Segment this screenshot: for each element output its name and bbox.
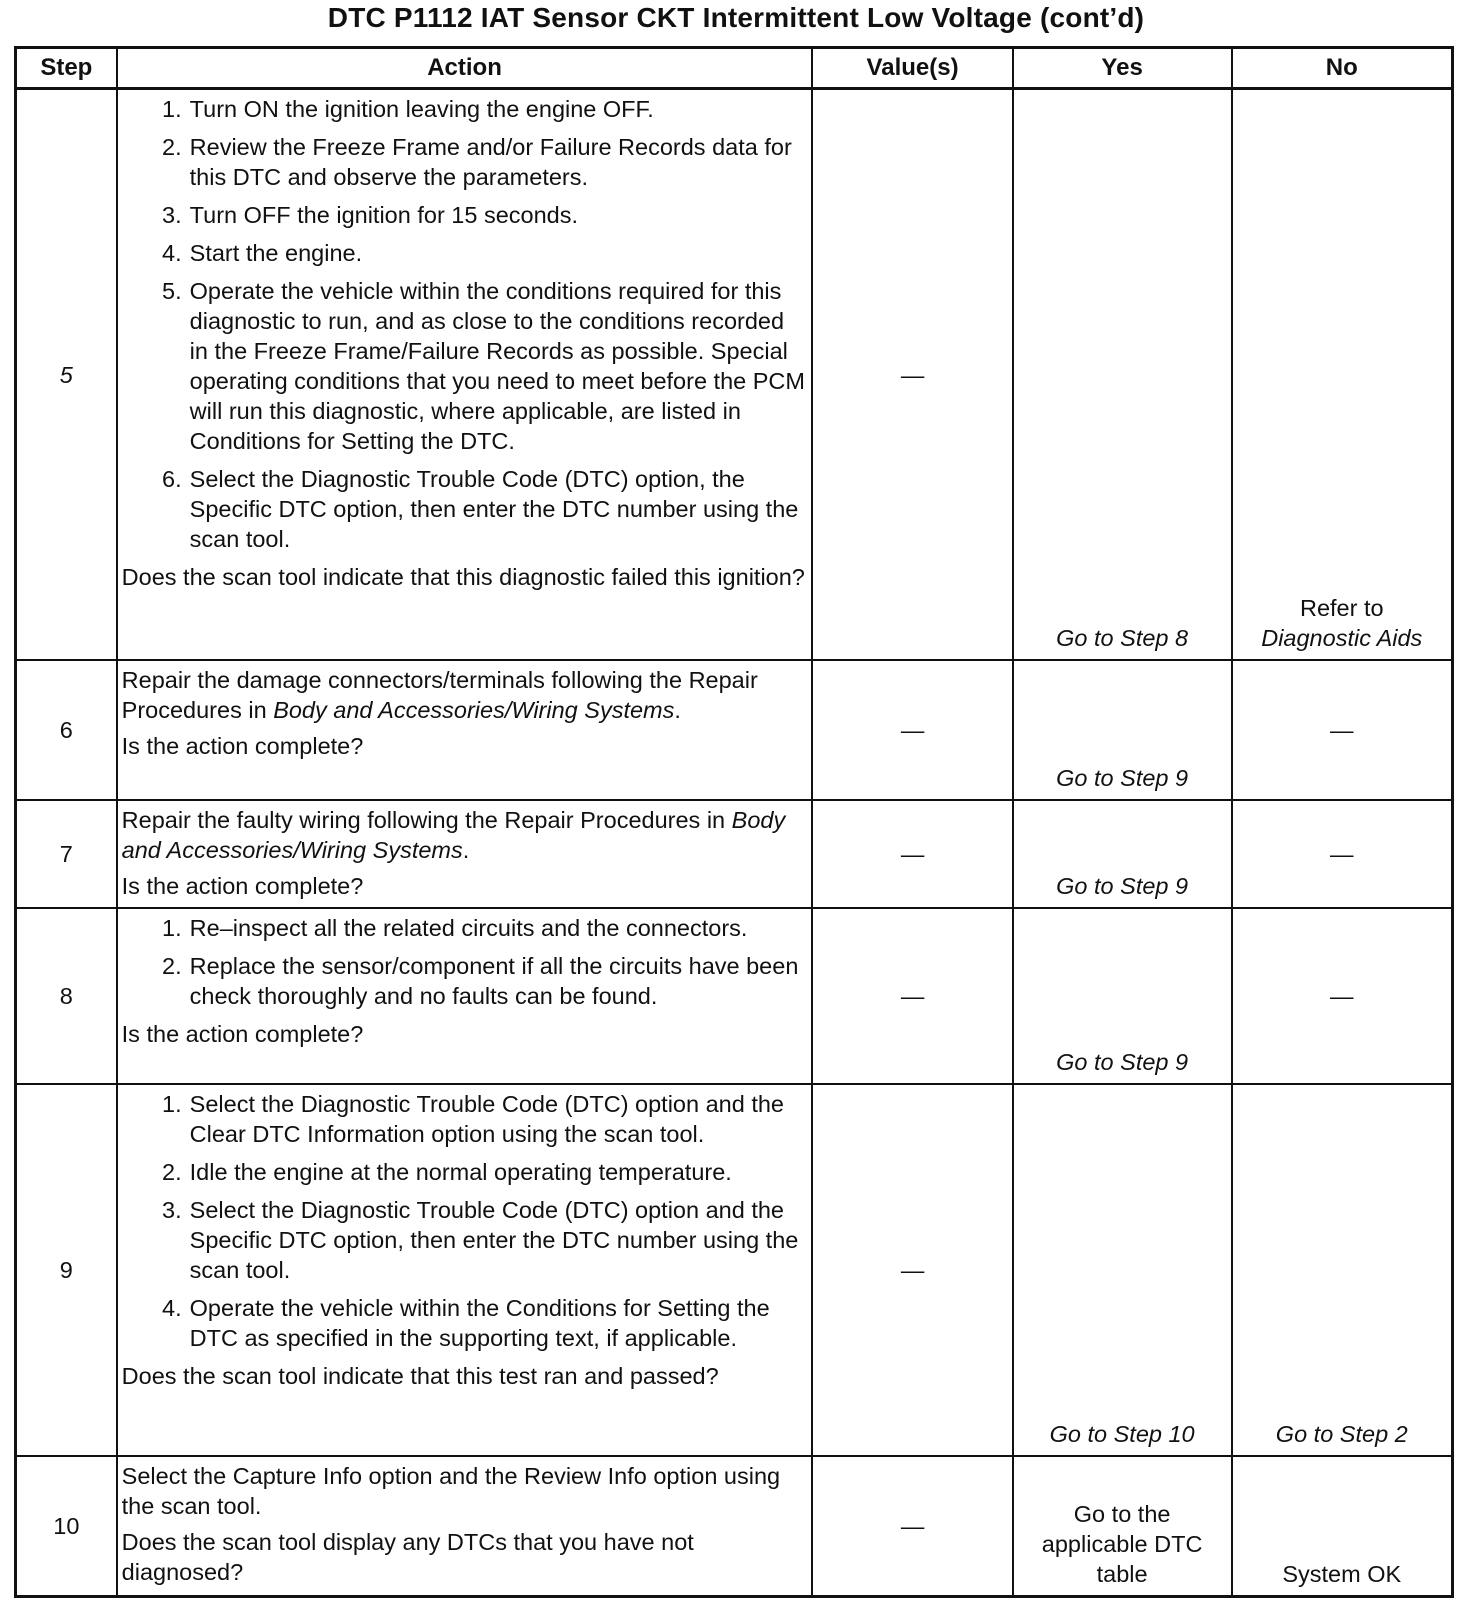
action-cell <box>117 1456 813 1597</box>
step-number: 9 <box>16 1084 117 1456</box>
no-cell: — <box>1232 908 1453 1084</box>
action-step: 2. Review the Freeze Frame and/or Failure Records data for this DTC and observe the parameters. <box>162 134 792 190</box>
action-cell <box>117 89 813 661</box>
column-header-action: Action <box>117 48 813 89</box>
yes-cell: Go to Step 9 <box>1013 800 1232 908</box>
step-number: 6 <box>16 660 117 800</box>
action-question: Is the action complete? <box>121 1021 364 1048</box>
action-cell <box>117 660 813 800</box>
table-header-row <box>16 48 1453 89</box>
action-cell <box>117 1084 813 1456</box>
no-cell: Go to Step 2 <box>1232 1084 1453 1456</box>
action-cell <box>117 800 813 908</box>
table-row <box>16 1456 1453 1597</box>
action-question: Is the action complete? <box>121 873 364 900</box>
action-steps <box>122 94 806 554</box>
table-row <box>16 1084 1453 1456</box>
no-cell: — <box>1232 660 1453 800</box>
table-row <box>16 800 1453 908</box>
step-number: 7 <box>16 800 117 908</box>
action-cell <box>117 908 813 1084</box>
table-row <box>16 908 1453 1084</box>
table-row <box>16 89 1453 661</box>
action-step: 2. Replace the sensor/component if all the circuits have been check thoroughly and no faults can be found. <box>162 953 799 1010</box>
yes-cell: Go to Step 8 <box>1013 89 1232 661</box>
value-cell: — <box>812 800 1012 908</box>
action-step: 4. Operate the vehicle within the Conditions for Setting the DTC as specified in the supporting text, if applicable. <box>162 1294 770 1351</box>
action-text: Repair the faulty wiring following the Repair Procedures in Body and Accessories/Wiring Systems. <box>121 807 786 864</box>
yes-cell: Go to Step 10 <box>1013 1084 1232 1456</box>
value-cell: — <box>812 660 1012 800</box>
no-text-reference: Diagnostic Aids <box>1261 625 1423 652</box>
yes-text: applicable DTC <box>1041 1531 1203 1557</box>
action-step: 3. Turn OFF the ignition for 15 seconds. <box>162 202 579 228</box>
action-question: Does the scan tool display any DTCs that you have not diagnosed? <box>121 1528 694 1585</box>
action-step: 4. Start the engine. <box>162 240 363 266</box>
column-header-yes: Yes <box>1013 48 1232 89</box>
action-step: 1. Turn ON the ignition leaving the engine OFF. <box>162 96 654 122</box>
column-header-step: Step <box>16 48 117 89</box>
action-step: 2. Idle the engine at the normal operating temperature. <box>162 1158 732 1185</box>
table-row <box>16 660 1453 800</box>
step-number: 10 <box>16 1456 117 1597</box>
step-number: 5 <box>16 89 117 661</box>
value-cell: — <box>812 1084 1012 1456</box>
yes-text: Go to the <box>1073 1501 1171 1527</box>
action-question: Is the action complete? <box>121 733 364 760</box>
action-step: 1. Select the Diagnostic Trouble Code (DTC) option and the Clear DTC Information option using the scan tool. <box>162 1090 785 1147</box>
action-step: 3. Select the Diagnostic Trouble Code (DTC) option and the Specific DTC option, then enter the DTC number using the scan tool. <box>162 1196 799 1283</box>
no-cell: System OK <box>1232 1456 1453 1597</box>
yes-text: table <box>1096 1561 1148 1587</box>
action-steps <box>122 913 806 1011</box>
action-step: 5. Operate the vehicle within the conditions required for this diagnostic to run, and as close to the conditions recorded in the Freeze Frame/Failure Records as possible. Special operating conditions that you need to meet before the PCM will run this diagnostic, where applicable, are listed in Conditions for Setting the DTC. <box>162 278 805 454</box>
page-title: DTC P1112 IAT Sensor CKT Intermittent Low Voltage (cont’d) <box>327 2 1145 33</box>
action-step: 1. Re–inspect all the related circuits and the connectors. <box>162 915 748 942</box>
action-question: Does the scan tool indicate that this test ran and passed? <box>121 1362 719 1389</box>
action-text: Repair the damage connectors/terminals following the Repair Procedures in Body and Accessories/Wiring Systems. <box>121 667 758 724</box>
value-cell: — <box>812 908 1012 1084</box>
no-cell <box>1232 89 1453 661</box>
action-text: Select the Capture Info option and the Review Info option using the scan tool. <box>121 1462 781 1519</box>
no-cell: — <box>1232 800 1453 908</box>
no-text: Refer to <box>1299 595 1384 622</box>
action-step: 6. Select the Diagnostic Trouble Code (DTC) option, the Specific DTC option, then enter the DTC number using the scan tool. <box>162 466 799 552</box>
action-steps <box>122 1089 806 1353</box>
yes-cell <box>1013 1456 1232 1597</box>
yes-cell: Go to Step 9 <box>1013 660 1232 800</box>
value-cell: — <box>812 1456 1012 1597</box>
diagnostic-table <box>14 46 1454 1598</box>
column-header-no: No <box>1232 48 1453 89</box>
step-number: 8 <box>16 908 117 1084</box>
value-cell: — <box>812 89 1012 661</box>
column-header-values: Value(s) <box>812 48 1012 89</box>
action-question: Does the scan tool indicate that this diagnostic failed this ignition? <box>121 564 805 590</box>
yes-cell: Go to Step 9 <box>1013 908 1232 1084</box>
